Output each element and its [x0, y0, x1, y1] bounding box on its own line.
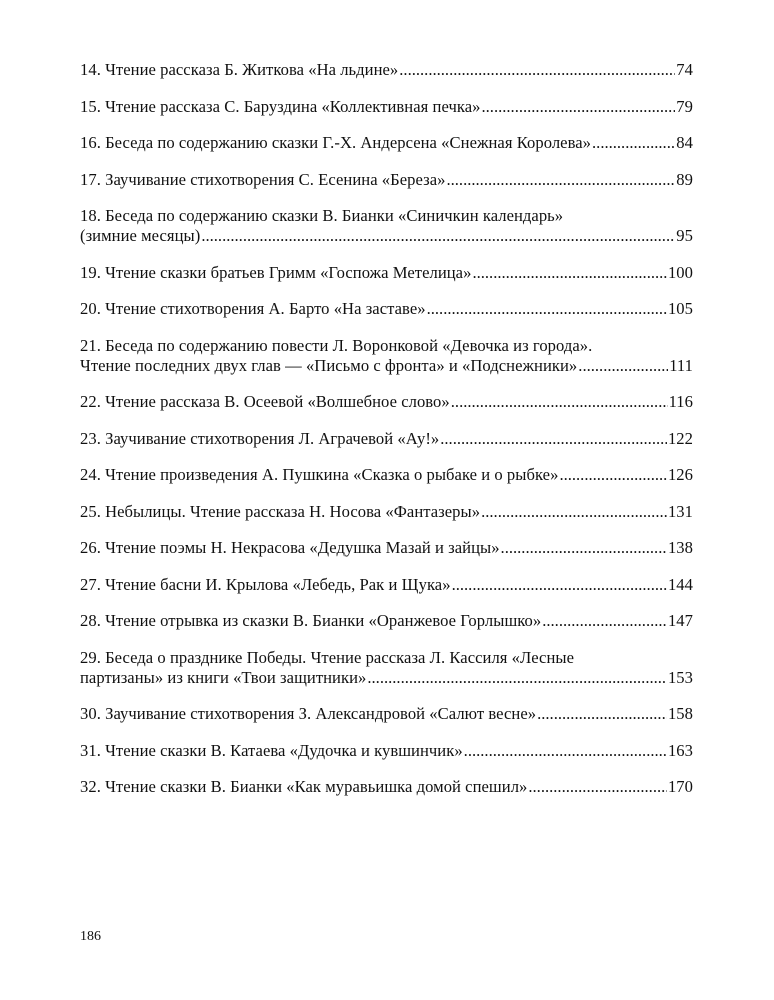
- toc-entry: [80, 60, 693, 80]
- toc-entry-last-line: [80, 538, 693, 558]
- toc-entry-title: 18. Беседа по содержанию сказки В. Бианки «Синичкин календарь»: [80, 206, 564, 225]
- toc-entry-title: (зимние месяцы): [80, 226, 201, 245]
- dot-leader: [399, 60, 675, 80]
- toc-entry-page: 74: [676, 60, 693, 79]
- toc-entry-last-line: [80, 465, 693, 485]
- toc-entry-title: 17. Заучивание стихотворения С. Есенина «Береза»: [80, 169, 446, 189]
- table-of-contents: [80, 60, 693, 814]
- toc-entry-page: 131: [667, 501, 693, 521]
- toc-entry-last-line: [80, 60, 693, 80]
- dot-leader: [446, 170, 675, 190]
- toc-entry-last-line: [80, 704, 693, 724]
- toc-entry-page: 111: [669, 355, 693, 375]
- dot-leader: [482, 97, 676, 117]
- toc-entry: [80, 465, 693, 485]
- toc-entry-title: 14. Чтение рассказа Б. Житкова «На льдине»: [80, 60, 399, 79]
- toc-entry-last-line: [80, 611, 693, 631]
- toc-entry-title: 21. Беседа по содержанию повести Л. Воронковой «Девочка из города».: [80, 335, 593, 355]
- dot-leader: [481, 502, 667, 522]
- toc-entry: [80, 648, 693, 688]
- toc-entry-last-line: [80, 777, 693, 797]
- toc-entry: [80, 170, 693, 190]
- dot-leader: [367, 668, 667, 688]
- toc-entry-last-line: [80, 668, 693, 688]
- dot-leader: [578, 356, 668, 376]
- toc-entry: [80, 263, 693, 283]
- toc-entry-title: 24. Чтение произведения А. Пушкина «Сказка о рыбаке и о рыбке»: [80, 465, 559, 484]
- toc-entry-line: [80, 206, 693, 226]
- toc-entry-title: 25. Небылицы. Чтение рассказа Н. Носова «Фантазеры»: [80, 501, 481, 521]
- toc-entry-page: 144: [667, 574, 693, 594]
- toc-entry-last-line: [80, 741, 693, 761]
- toc-entry-last-line: [80, 429, 693, 449]
- toc-entry-page: 122: [667, 428, 693, 448]
- toc-entry-page: 95: [676, 226, 693, 245]
- toc-entry: [80, 538, 693, 558]
- toc-entry-last-line: [80, 502, 693, 522]
- dot-leader: [501, 538, 667, 558]
- toc-entry: [80, 704, 693, 724]
- toc-entry-title: 31. Чтение сказки В. Катаева «Дудочка и кувшинчик»: [80, 740, 463, 760]
- toc-entry: [80, 502, 693, 522]
- toc-entry-title: 16. Беседа по содержанию сказки Г.-Х. Андерсена «Снежная Королева»: [80, 133, 592, 152]
- toc-entry-last-line: [80, 263, 693, 283]
- toc-entry-page: 163: [667, 740, 693, 760]
- dot-leader: [472, 263, 667, 283]
- dot-leader: [542, 611, 667, 631]
- toc-entry: [80, 741, 693, 761]
- dot-leader: [201, 226, 675, 246]
- toc-entry-title: 28. Чтение отрывка из сказки В. Бианки «Оранжевое Горлышко»: [80, 611, 542, 630]
- toc-entry-page: 170: [667, 777, 693, 796]
- toc-entry-last-line: [80, 392, 693, 412]
- toc-entry-last-line: [80, 97, 693, 117]
- dot-leader: [464, 741, 667, 761]
- toc-entry-title: 32. Чтение сказки В. Бианки «Как муравьишка домой спешил»: [80, 777, 528, 796]
- toc-entry: [80, 299, 693, 319]
- toc-entry-line: [80, 648, 693, 668]
- toc-entry: [80, 575, 693, 595]
- toc-entry-page: 153: [667, 667, 693, 687]
- dot-leader: [427, 299, 667, 319]
- toc-entry-last-line: [80, 226, 693, 246]
- toc-entry-page: 105: [667, 299, 693, 318]
- toc-entry-title: 20. Чтение стихотворения А. Барто «На заставе»: [80, 299, 426, 318]
- toc-entry-last-line: [80, 170, 693, 190]
- toc-entry-line: [80, 336, 693, 356]
- toc-entry: [80, 392, 693, 412]
- toc-entry-title: 29. Беседа о празднике Победы. Чтение рассказа Л. Кассиля «Лесные: [80, 647, 574, 667]
- toc-entry-page: 89: [676, 169, 693, 189]
- toc-entry-last-line: [80, 575, 693, 595]
- toc-entry-page: 84: [676, 133, 693, 152]
- toc-entry: [80, 133, 693, 153]
- dot-leader: [452, 575, 667, 595]
- toc-entry-page: 158: [667, 704, 693, 723]
- toc-entry-title: 27. Чтение басни И. Крылова «Лебедь, Рак и Щука»: [80, 574, 451, 594]
- toc-entry-title: 26. Чтение поэмы Н. Некрасова «Дедушка Мазай и зайцы»: [80, 538, 500, 557]
- toc-entry-title: 30. Заучивание стихотворения З. Александровой «Салют весне»: [80, 704, 537, 723]
- toc-entry-title: 22. Чтение рассказа В. Осеевой «Волшебное слово»: [80, 392, 450, 411]
- toc-entry-page: 147: [667, 611, 693, 630]
- toc-entry-page: 116: [668, 392, 693, 411]
- toc-entry-last-line: [80, 133, 693, 153]
- toc-entry: [80, 206, 693, 246]
- toc-entry-page: 138: [667, 538, 693, 557]
- toc-entry-page: 100: [667, 262, 693, 282]
- toc-entry: [80, 429, 693, 449]
- dot-leader: [528, 777, 667, 797]
- dot-leader: [537, 704, 667, 724]
- dot-leader: [592, 133, 675, 153]
- dot-leader: [559, 465, 667, 485]
- toc-entry-title: Чтение последних двух глав — «Письмо с фронта» и «Подснежники»: [80, 355, 578, 375]
- toc-entry: [80, 97, 693, 117]
- toc-entry-last-line: [80, 356, 693, 376]
- dot-leader: [451, 392, 668, 412]
- toc-entry: [80, 611, 693, 631]
- toc-entry-title: 15. Чтение рассказа С. Баруздина «Коллективная печка»: [80, 96, 481, 116]
- toc-entry-last-line: [80, 299, 693, 319]
- toc-entry-page: 79: [676, 96, 693, 116]
- toc-entry-title: 19. Чтение сказки братьев Гримм «Госпожа Метелица»: [80, 262, 472, 282]
- toc-entry-title: партизаны» из книги «Твои защитники»: [80, 667, 367, 687]
- toc-entry: [80, 777, 693, 797]
- dot-leader: [440, 429, 667, 449]
- toc-entry-page: 126: [667, 465, 693, 484]
- toc-entry: [80, 336, 693, 376]
- page-number: 186: [80, 929, 101, 944]
- toc-entry-title: 23. Заучивание стихотворения Л. Аграчевой «Ау!»: [80, 428, 440, 448]
